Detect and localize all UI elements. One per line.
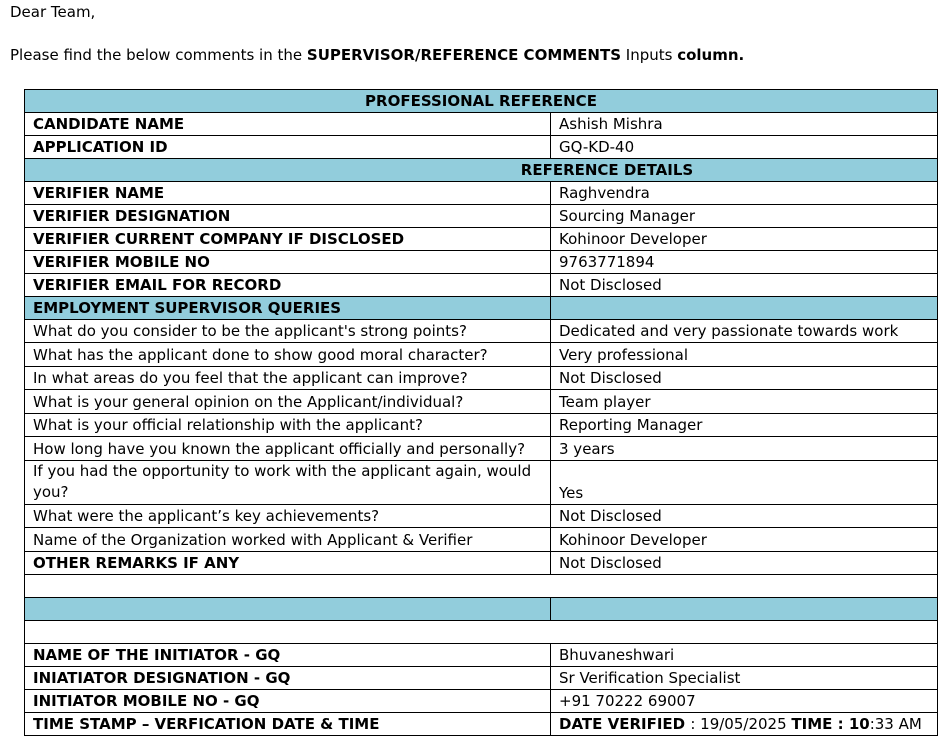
table-row bbox=[25, 228, 938, 251]
table-row bbox=[25, 528, 938, 552]
intro-bold2: column. bbox=[677, 46, 745, 64]
table-row bbox=[25, 390, 938, 414]
queries-header-row bbox=[25, 297, 938, 320]
intro-part1: Please find the below comments in the bbox=[10, 46, 307, 64]
row-label: VERIFIER MOBILE NO bbox=[25, 251, 551, 274]
row-value: Kohinoor Developer bbox=[551, 228, 938, 251]
query-answer: Dedicated and very passionate towards work bbox=[551, 320, 938, 343]
query-question: What has the applicant done to show good moral character? bbox=[25, 343, 551, 367]
intro-part2: Inputs bbox=[621, 46, 678, 64]
table-row bbox=[25, 644, 938, 667]
row-value: 9763771894 bbox=[551, 251, 938, 274]
spacer-cell bbox=[551, 598, 938, 621]
row-value: GQ-KD-40 bbox=[551, 136, 938, 159]
row-value: Raghvendra bbox=[551, 182, 938, 205]
reference-details-row bbox=[25, 159, 938, 182]
professional-reference-table bbox=[24, 89, 938, 736]
empty-cell bbox=[25, 621, 938, 644]
query-question: What were the applicant’s key achievements? bbox=[25, 505, 551, 528]
queries-header-blank bbox=[551, 297, 938, 320]
query-answer: Team player bbox=[551, 390, 938, 414]
row-label: VERIFIER EMAIL FOR RECORD bbox=[25, 274, 551, 297]
query-answer: Yes bbox=[551, 461, 938, 505]
greeting: Dear Team, bbox=[10, 3, 96, 21]
query-answer: Not Disclosed bbox=[551, 367, 938, 390]
row-value: Bhuvaneshwari bbox=[551, 644, 938, 667]
table-row bbox=[25, 367, 938, 390]
table-row bbox=[25, 205, 938, 228]
queries-header: EMPLOYMENT SUPERVISOR QUERIES bbox=[25, 297, 551, 320]
query-answer: Not Disclosed bbox=[551, 505, 938, 528]
table-row bbox=[25, 182, 938, 205]
empty-row bbox=[25, 575, 938, 598]
query-question: How long have you known the applicant officially and personally? bbox=[25, 437, 551, 461]
table-row bbox=[25, 667, 938, 690]
timestamp-value bbox=[551, 713, 938, 736]
table-row bbox=[25, 414, 938, 437]
other-remarks-value: Not Disclosed bbox=[551, 552, 938, 575]
query-question: In what areas do you feel that the applicant can improve? bbox=[25, 367, 551, 390]
time-label: TIME : bbox=[791, 715, 849, 733]
query-question: If you had the opportunity to work with the applicant again, would you? bbox=[25, 461, 551, 505]
row-label: VERIFIER DESIGNATION bbox=[25, 205, 551, 228]
table-row bbox=[25, 690, 938, 713]
other-remarks-label: OTHER REMARKS IF ANY bbox=[25, 552, 551, 575]
row-value: Sourcing Manager bbox=[551, 205, 938, 228]
row-value: Ashish Mishra bbox=[551, 113, 938, 136]
row-label: CANDIDATE NAME bbox=[25, 113, 551, 136]
table-row bbox=[25, 136, 938, 159]
table-row bbox=[25, 552, 938, 575]
query-answer: Kohinoor Developer bbox=[551, 528, 938, 552]
row-label: VERIFIER CURRENT COMPANY IF DISCLOSED bbox=[25, 228, 551, 251]
empty-row bbox=[25, 621, 938, 644]
blue-spacer-row bbox=[25, 598, 938, 621]
query-question: What is your general opinion on the Applicant/individual? bbox=[25, 390, 551, 414]
query-answer: Very professional bbox=[551, 343, 938, 367]
table-row bbox=[25, 113, 938, 136]
table-row bbox=[25, 505, 938, 528]
row-label: VERIFIER NAME bbox=[25, 182, 551, 205]
time-hour: 10 bbox=[848, 715, 870, 733]
query-question: What do you consider to be the applicant's strong points? bbox=[25, 320, 551, 343]
row-label: INITIATOR MOBILE NO - GQ bbox=[25, 690, 551, 713]
intro-text bbox=[10, 46, 744, 64]
row-label: APPLICATION ID bbox=[25, 136, 551, 159]
spacer-cell bbox=[25, 598, 551, 621]
table-row bbox=[25, 251, 938, 274]
table-row bbox=[25, 461, 938, 505]
row-value: +91 70222 69007 bbox=[551, 690, 938, 713]
timestamp-label: TIME STAMP – VERFICATION DATE & TIME bbox=[25, 713, 551, 736]
row-label: INIATIATOR DESIGNATION - GQ bbox=[25, 667, 551, 690]
timestamp-row bbox=[25, 713, 938, 736]
empty-cell bbox=[25, 575, 938, 598]
date-verified-value: : 19/05/2025 bbox=[690, 715, 792, 733]
row-label: NAME OF THE INITIATOR - GQ bbox=[25, 644, 551, 667]
row-value: Not Disclosed bbox=[551, 274, 938, 297]
date-verified-label: DATE VERIFIED bbox=[559, 715, 691, 733]
table-title-row bbox=[25, 90, 938, 113]
table-row bbox=[25, 343, 938, 367]
row-value: Sr Verification Specialist bbox=[551, 667, 938, 690]
table-row bbox=[25, 437, 938, 461]
query-question: What is your official relationship with the applicant? bbox=[25, 414, 551, 437]
query-answer: Reporting Manager bbox=[551, 414, 938, 437]
table-row bbox=[25, 320, 938, 343]
reference-details-header: REFERENCE DETAILS bbox=[25, 159, 938, 182]
intro-bold1: SUPERVISOR/REFERENCE COMMENTS bbox=[306, 46, 622, 64]
query-question: Name of the Organization worked with Applicant & Verifier bbox=[25, 528, 551, 552]
table-title: PROFESSIONAL REFERENCE bbox=[25, 90, 938, 113]
query-answer: 3 years bbox=[551, 437, 938, 461]
table-row bbox=[25, 274, 938, 297]
time-rest: :33 AM bbox=[869, 715, 922, 733]
